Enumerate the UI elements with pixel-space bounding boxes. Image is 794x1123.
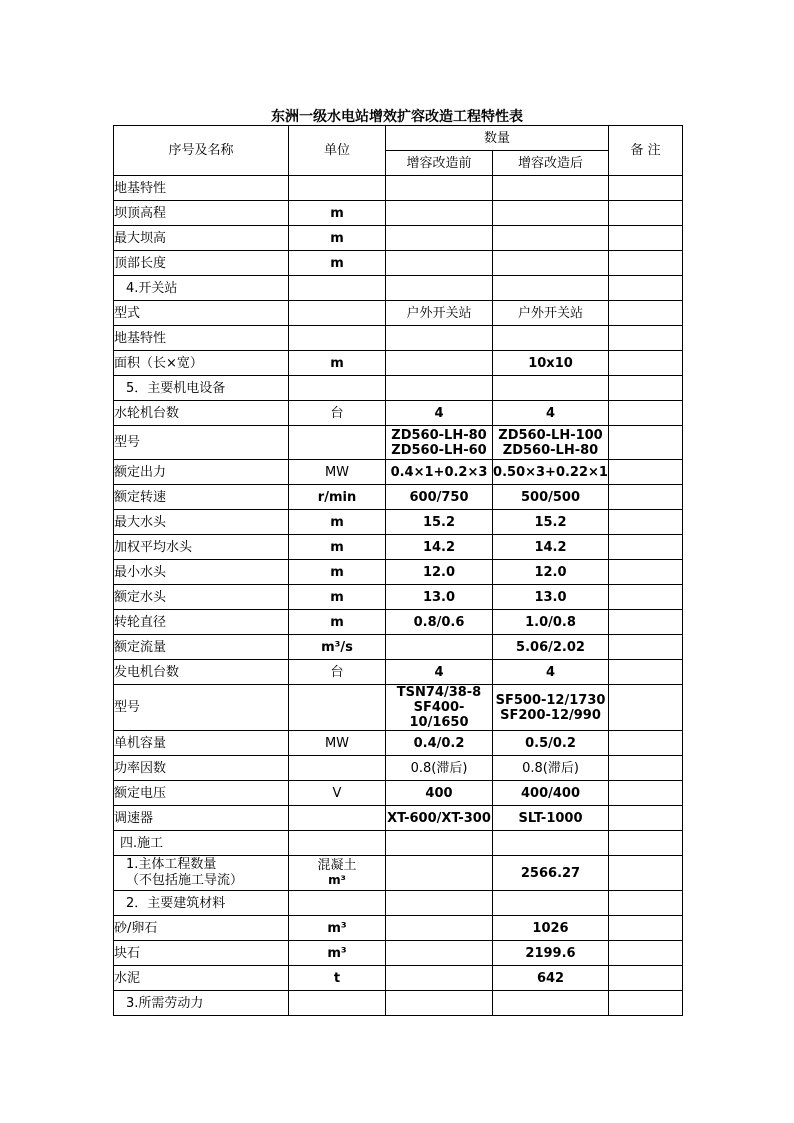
row-after — [493, 685, 609, 731]
row-unit — [289, 301, 386, 326]
row-remark — [609, 560, 683, 585]
row-remark — [609, 535, 683, 560]
row-unit — [289, 376, 386, 401]
row-before — [386, 635, 493, 660]
row-unit: m³/s — [289, 635, 386, 660]
row-before: 13.0 — [386, 585, 493, 610]
table-row — [114, 806, 683, 831]
row-remark — [609, 635, 683, 660]
table-row — [114, 856, 683, 891]
row-name: 额定水头 — [114, 585, 289, 610]
row-after — [493, 176, 609, 201]
row-unit — [289, 756, 386, 781]
row-after: 户外开关站 — [493, 301, 609, 326]
table-row — [114, 941, 683, 966]
row-before — [386, 856, 493, 891]
row-before — [386, 426, 493, 460]
row-unit — [289, 426, 386, 460]
row-after: SLT-1000 — [493, 806, 609, 831]
row-unit: V — [289, 781, 386, 806]
row-before: 户外开关站 — [386, 301, 493, 326]
row-remark — [609, 941, 683, 966]
row-name: 坝顶高程 — [114, 201, 289, 226]
row-after: 2199.6 — [493, 941, 609, 966]
row-remark — [609, 685, 683, 731]
row-name: 四.施工 — [114, 831, 289, 856]
row-remark — [609, 856, 683, 891]
row-before — [386, 201, 493, 226]
row-name: 4.开关站 — [114, 276, 289, 301]
row-remark — [609, 276, 683, 301]
table-row — [114, 831, 683, 856]
row-name: 调速器 — [114, 806, 289, 831]
row-remark — [609, 485, 683, 510]
row-after — [493, 891, 609, 916]
table-row — [114, 781, 683, 806]
row-before — [386, 831, 493, 856]
row-unit: MW — [289, 460, 386, 485]
header-after: 增容改造后 — [493, 151, 609, 176]
table-row — [114, 560, 683, 585]
row-name: 顶部长度 — [114, 251, 289, 276]
document-title: 东洲一级水电站增效扩容改造工程特性表 — [271, 109, 523, 125]
row-unit: m — [289, 535, 386, 560]
row-name: 加权平均水头 — [114, 535, 289, 560]
row-unit: m³ — [289, 941, 386, 966]
row-remark — [609, 510, 683, 535]
row-before: 0.8/0.6 — [386, 610, 493, 635]
row-name: 功率因数 — [114, 756, 289, 781]
header-name: 序号及名称 — [114, 126, 289, 176]
row-remark — [609, 401, 683, 426]
row-after-line: SF500-12/1730 — [495, 692, 606, 708]
row-name: 最小水头 — [114, 560, 289, 585]
row-name: 额定电压 — [114, 781, 289, 806]
row-unit: m — [289, 610, 386, 635]
header-quantity: 数量 — [386, 126, 609, 151]
table-row — [114, 226, 683, 251]
row-name: 面积（长×宽） — [114, 351, 289, 376]
row-before-line: ZD560-LH-60 — [391, 442, 487, 458]
row-after — [493, 991, 609, 1016]
row-after: 1026 — [493, 916, 609, 941]
table-row — [114, 991, 683, 1016]
header-unit: 单位 — [289, 126, 386, 176]
row-remark — [609, 201, 683, 226]
header-remark: 备 注 — [609, 126, 683, 176]
row-name: 额定流量 — [114, 635, 289, 660]
row-unit — [289, 831, 386, 856]
row-after — [493, 426, 609, 460]
row-name-line: （不包括施工导流） — [126, 873, 244, 888]
row-remark — [609, 351, 683, 376]
table-row — [114, 585, 683, 610]
row-after: 4 — [493, 660, 609, 685]
row-after — [493, 201, 609, 226]
table-row — [114, 485, 683, 510]
row-before: 0.8(滞后) — [386, 756, 493, 781]
row-before: 600/750 — [386, 485, 493, 510]
row-after — [493, 326, 609, 351]
row-after: 13.0 — [493, 585, 609, 610]
row-name: 额定转速 — [114, 485, 289, 510]
row-name: 额定出力 — [114, 460, 289, 485]
row-before — [386, 966, 493, 991]
row-after: 642 — [493, 966, 609, 991]
row-before-line: TSN74/38-8 — [396, 685, 482, 700]
row-name: 最大坝高 — [114, 226, 289, 251]
row-before-line: ZD560-LH-80 — [391, 427, 487, 443]
table-row — [114, 376, 683, 401]
row-after: 4 — [493, 401, 609, 426]
row-after: 10x10 — [493, 351, 609, 376]
row-before — [386, 941, 493, 966]
row-remark — [609, 460, 683, 485]
table-row — [114, 635, 683, 660]
row-before — [386, 685, 493, 731]
row-after: 500/500 — [493, 485, 609, 510]
row-before: 12.0 — [386, 560, 493, 585]
row-name: 发电机台数 — [114, 660, 289, 685]
row-name: 3.所需劳动力 — [114, 991, 289, 1016]
table-row — [114, 891, 683, 916]
row-name-line: 1.主体工程数量 — [126, 857, 217, 872]
row-after: 15.2 — [493, 510, 609, 535]
row-after-line: ZD560-LH-100 — [498, 427, 603, 443]
table-row — [114, 660, 683, 685]
row-before: XT-600/XT-300 — [386, 806, 493, 831]
row-remark — [609, 806, 683, 831]
row-name: 地基特性 — [114, 326, 289, 351]
row-remark — [609, 301, 683, 326]
row-remark — [609, 251, 683, 276]
row-unit: 台 — [289, 401, 386, 426]
row-remark — [609, 831, 683, 856]
row-before — [386, 276, 493, 301]
table-row — [114, 326, 683, 351]
row-before — [386, 351, 493, 376]
row-after-line: SF200-12/990 — [500, 707, 601, 723]
table-row — [114, 756, 683, 781]
row-name: 型式 — [114, 301, 289, 326]
row-unit: r/min — [289, 485, 386, 510]
table-row — [114, 916, 683, 941]
header-row-1 — [114, 126, 683, 151]
row-before: 15.2 — [386, 510, 493, 535]
row-unit — [289, 891, 386, 916]
row-remark — [609, 176, 683, 201]
row-unit: m — [289, 251, 386, 276]
row-unit: m — [289, 560, 386, 585]
row-remark — [609, 966, 683, 991]
header-before: 增容改造前 — [386, 151, 493, 176]
row-unit: m — [289, 585, 386, 610]
row-after: 14.2 — [493, 535, 609, 560]
row-unit: 台 — [289, 660, 386, 685]
row-name: 型号 — [114, 426, 289, 460]
row-after — [493, 276, 609, 301]
row-remark — [609, 585, 683, 610]
table-row — [114, 201, 683, 226]
row-name — [114, 856, 289, 891]
row-unit: m — [289, 226, 386, 251]
row-name: 砂/卵石 — [114, 916, 289, 941]
row-before — [386, 226, 493, 251]
table-row — [114, 535, 683, 560]
row-remark — [609, 731, 683, 756]
row-before — [386, 891, 493, 916]
table-row — [114, 351, 683, 376]
row-after — [493, 831, 609, 856]
row-name: 水泥 — [114, 966, 289, 991]
row-unit: m — [289, 351, 386, 376]
row-unit: m — [289, 510, 386, 535]
row-unit: m³ — [289, 916, 386, 941]
row-unit — [289, 326, 386, 351]
table-row — [114, 401, 683, 426]
row-before — [386, 991, 493, 1016]
row-after — [493, 251, 609, 276]
row-remark — [609, 891, 683, 916]
row-after: 12.0 — [493, 560, 609, 585]
row-before — [386, 916, 493, 941]
characteristics-table — [113, 125, 683, 1016]
row-remark — [609, 426, 683, 460]
row-after: 0.5/0.2 — [493, 731, 609, 756]
row-after: 0.8(滞后) — [493, 756, 609, 781]
table-row — [114, 276, 683, 301]
table-row — [114, 176, 683, 201]
row-unit-line: m³ — [328, 873, 346, 887]
table-row — [114, 685, 683, 731]
row-unit — [289, 991, 386, 1016]
row-remark — [609, 756, 683, 781]
row-after: 1.0/0.8 — [493, 610, 609, 635]
table-row — [114, 251, 683, 276]
table-row — [114, 610, 683, 635]
row-name: 型号 — [114, 685, 289, 731]
row-after: 400/400 — [493, 781, 609, 806]
row-after — [493, 226, 609, 251]
row-unit — [289, 276, 386, 301]
row-after — [493, 376, 609, 401]
row-before: 14.2 — [386, 535, 493, 560]
table-row — [114, 731, 683, 756]
row-after-line: ZD560-LH-80 — [502, 442, 599, 458]
row-name: 水轮机台数 — [114, 401, 289, 426]
row-unit — [289, 685, 386, 731]
row-remark — [609, 916, 683, 941]
table-row — [114, 426, 683, 460]
row-remark — [609, 991, 683, 1016]
row-remark — [609, 610, 683, 635]
row-name: 地基特性 — [114, 176, 289, 201]
row-remark — [609, 326, 683, 351]
row-before: 0.4×1+0.2×3 — [386, 460, 493, 485]
row-remark — [609, 226, 683, 251]
row-remark — [609, 376, 683, 401]
table-row — [114, 301, 683, 326]
row-name: 块石 — [114, 941, 289, 966]
table-row — [114, 966, 683, 991]
row-name: 单机容量 — [114, 731, 289, 756]
row-after: 0.50×3+0.22×1 — [493, 460, 609, 485]
row-unit: m — [289, 201, 386, 226]
row-before — [386, 176, 493, 201]
row-remark — [609, 781, 683, 806]
row-unit — [289, 806, 386, 831]
row-name: 转轮直径 — [114, 610, 289, 635]
row-before: 0.4/0.2 — [386, 731, 493, 756]
row-before — [386, 326, 493, 351]
row-before: 4 — [386, 660, 493, 685]
row-unit: t — [289, 966, 386, 991]
row-unit-line: 混凝土 — [317, 858, 357, 873]
row-after: 2566.27 — [493, 856, 609, 891]
row-name: 5．主要机电设备 — [114, 376, 289, 401]
row-unit — [289, 176, 386, 201]
row-unit: MW — [289, 731, 386, 756]
row-before — [386, 376, 493, 401]
row-before: 4 — [386, 401, 493, 426]
row-remark — [609, 660, 683, 685]
table-row — [114, 510, 683, 535]
row-unit — [289, 856, 386, 891]
table-row — [114, 460, 683, 485]
row-after: 5.06/2.02 — [493, 635, 609, 660]
row-before — [386, 251, 493, 276]
row-name: 最大水头 — [114, 510, 289, 535]
row-before: 400 — [386, 781, 493, 806]
row-name: 2．主要建筑材料 — [114, 891, 289, 916]
row-before-line: SF400-10/1650 — [409, 700, 469, 730]
